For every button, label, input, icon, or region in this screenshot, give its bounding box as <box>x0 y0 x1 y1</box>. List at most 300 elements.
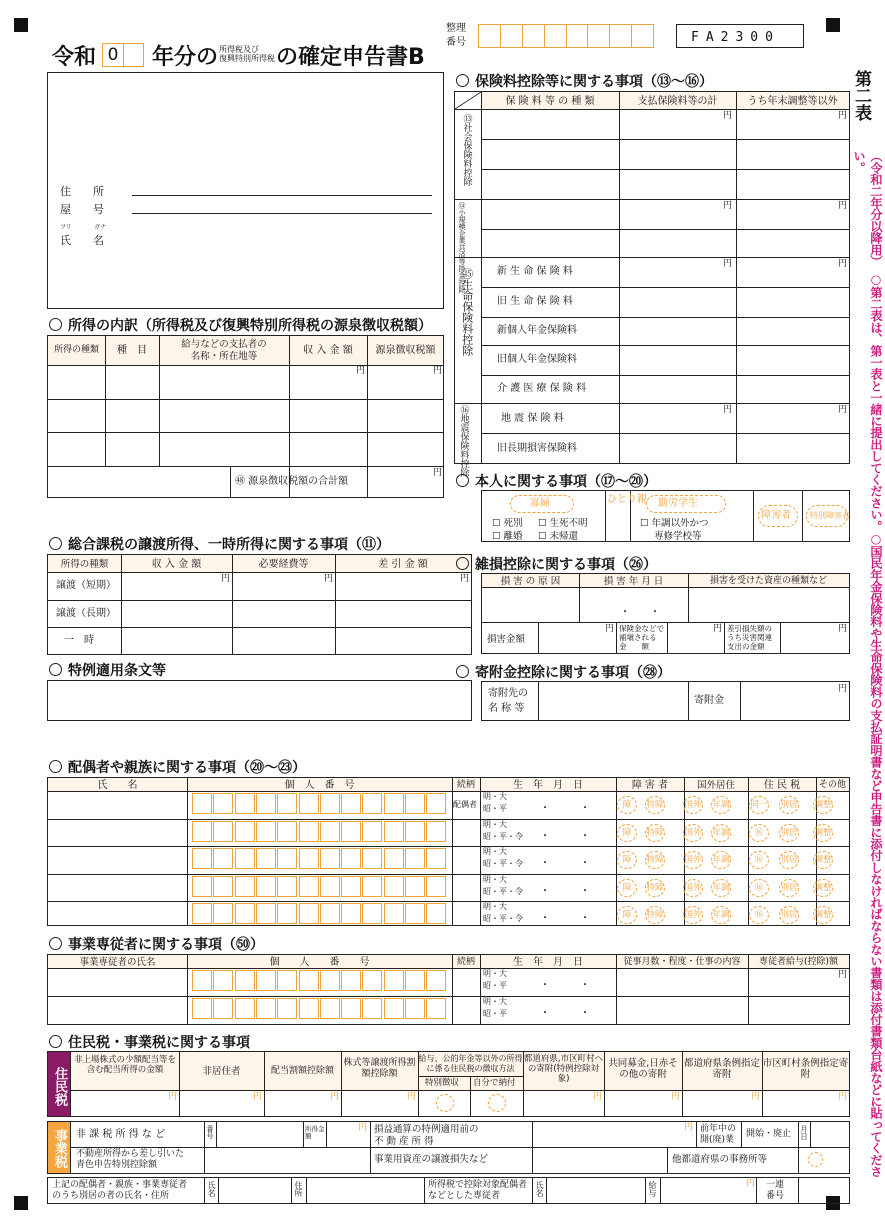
status-stamp-st6[interactable]: ⑯ <box>749 906 769 924</box>
my-number-digit-box[interactable] <box>277 998 297 1019</box>
status-stamp-st5[interactable]: 同一 <box>749 796 769 814</box>
my-number-digit-box[interactable] <box>426 848 446 869</box>
senju-col-name: 事業専従者の氏名 <box>79 957 156 968</box>
my-number-digit-box[interactable] <box>299 903 319 924</box>
yen-label: 円 <box>593 1092 603 1102</box>
my-number-digit-box[interactable] <box>362 821 382 842</box>
sogo-row-short: 譲渡（短期） <box>56 580 116 591</box>
my-number-digit-box[interactable] <box>192 821 212 842</box>
my-number-digit-box[interactable] <box>341 821 361 842</box>
era-label-2: 昭・平・令 <box>483 832 523 841</box>
registration-mark-top-left <box>14 18 28 32</box>
side-note: （令和二年分以降用） ○第二表は、第一表と一緒に提出してください。○国民年金保険料や生命保険料の支払証明書など申告書に添付しなければならない書類は添付書類台紙などに貼ってください。 <box>852 150 883 1178</box>
income-table <box>47 335 444 498</box>
yen-label: 円 <box>671 1092 681 1102</box>
my-number-digit-box[interactable] <box>299 998 319 1019</box>
zasson-hoken-3: 金 額 <box>619 642 649 651</box>
my-number-digit-box[interactable] <box>277 848 297 869</box>
jigyo-fudosan-1: 不動産所得から差し引いた <box>76 1149 185 1159</box>
my-number-digit-box[interactable] <box>256 903 276 924</box>
kifu-section-heading: 寄附金控除に関する事項（㉘） <box>456 662 671 682</box>
my-number-digit-box[interactable] <box>405 903 425 924</box>
tokurei-input[interactable] <box>47 680 472 721</box>
yen-label: 円 <box>713 624 723 634</box>
my-number-digit-box[interactable] <box>256 793 276 814</box>
my-number-digit-box[interactable] <box>213 821 233 842</box>
my-number-digit-box[interactable] <box>362 876 382 897</box>
my-number-digit-box[interactable] <box>256 970 276 991</box>
jigyo-hoka: 他都道府県の事務所等 <box>672 1154 768 1165</box>
my-number-digit-box[interactable] <box>299 793 319 814</box>
era-label-1: 明・大 <box>483 997 507 1006</box>
jigyo-joto: 事業用資産の譲渡損失など <box>374 1154 489 1165</box>
era-label-2: 昭・平 <box>483 1009 507 1018</box>
jigyo-fudosan-2: 青色申告特別控除額 <box>76 1160 158 1170</box>
status-stamp-st7[interactable]: 別居 <box>779 824 799 842</box>
yen-label: 円 <box>723 405 733 415</box>
my-number-digit-box[interactable] <box>362 793 382 814</box>
kifu-name-input[interactable] <box>539 682 688 720</box>
yen-label: 円 <box>723 111 733 121</box>
status-stamp-st2[interactable]: 特障 <box>645 851 665 869</box>
my-number-digit-box[interactable] <box>299 821 319 842</box>
yen-label: 円 <box>460 574 470 584</box>
income-col-amount: 収 入 金 額 <box>303 345 353 356</box>
jigyo-shotoku-label: 所得金額 <box>305 1125 325 1141</box>
senju-col-salary: 専従者給与(控除)額 <box>758 957 839 967</box>
jigyo-zennen: 前年中の <box>700 1124 737 1134</box>
life-row-5: 介 護 医 療 保 険 料 <box>497 383 587 394</box>
status-stamp-st4[interactable]: 年調 <box>711 879 731 897</box>
my-number-digit-box[interactable] <box>277 970 297 991</box>
seiri-bango-input[interactable] <box>478 24 654 48</box>
zasson-section-heading: 雑損控除に関する事項（㉖） <box>456 554 657 574</box>
check-seishi[interactable]: ☐ 生死不明 <box>538 518 588 529</box>
income-col-item: 種 目 <box>117 345 147 356</box>
registration-mark-top-right <box>826 18 840 32</box>
senju-row-name-input[interactable] <box>48 967 186 993</box>
bottom-shi2: 氏名 <box>535 1181 544 1197</box>
birth-dots: ・ ・ <box>540 803 590 814</box>
honnin-table <box>481 490 850 542</box>
jigyo-sonshitsu-1: 損益通算の特例適用前の <box>374 1124 479 1135</box>
my-number-digit-box[interactable] <box>362 998 382 1019</box>
jumin-col-hikyoju: 非居住者 <box>202 1066 241 1077</box>
title-nen: 年分の <box>152 44 219 70</box>
my-number-digit-box[interactable] <box>384 793 404 814</box>
jumin-tokubetsu: 特別徴収 <box>425 1078 460 1088</box>
my-number-digit-box[interactable] <box>405 876 425 897</box>
sogo-row-long: 譲渡（長期） <box>56 608 116 619</box>
kifu-table <box>481 681 850 721</box>
my-number-digit-box[interactable] <box>192 876 212 897</box>
my-number-digit-box[interactable] <box>341 970 361 991</box>
haigu-section-heading: 配偶者や親族に関する事項（⑳〜㉓） <box>49 757 306 777</box>
yen-label: 円 <box>221 574 231 584</box>
hoken-col-other: うち年末調整等以外 <box>747 96 838 107</box>
birth-dots: ・ ・ <box>540 1008 590 1019</box>
status-stamp-st8[interactable]: 調整 <box>813 824 833 842</box>
my-number-digit-box[interactable] <box>362 903 382 924</box>
label-jusho: 住 所 <box>60 185 104 198</box>
my-number-digit-box[interactable] <box>341 876 361 897</box>
label-shimei: 氏 名 <box>60 234 104 247</box>
income-total-text: ㊽ 源泉徴収税額の合計額 <box>235 476 349 487</box>
haigu-row-name-input[interactable] <box>48 900 186 926</box>
yago-input[interactable] <box>132 197 432 213</box>
status-stamp-st3[interactable]: 国外 <box>683 824 703 842</box>
era-label-2: 昭・平 <box>483 981 507 990</box>
status-stamp-st3[interactable]: 国外 <box>683 796 703 814</box>
yen-label: 円 <box>433 366 443 376</box>
check-nencho[interactable]: ☐ 年調以外かつ <box>640 518 709 529</box>
hoken-section-heading: 保険料控除等に関する事項（⑬〜⑯） <box>456 71 713 91</box>
status-stamp-st7[interactable]: 別居 <box>779 879 799 897</box>
my-number-digit-box[interactable] <box>320 970 340 991</box>
jumin-tag: 住民税 <box>48 1052 70 1116</box>
my-number-digit-box[interactable] <box>426 970 446 991</box>
senju-col-birth: 生 年 月 日 <box>513 957 583 968</box>
status-stamp-st6[interactable]: ⑯ <box>749 851 769 869</box>
my-number-digit-box[interactable] <box>235 848 255 869</box>
status-stamp-st8[interactable]: 調整 <box>813 851 833 869</box>
my-number-digit-box[interactable] <box>341 998 361 1019</box>
status-stamp-st3[interactable]: 国外 <box>683 879 703 897</box>
yen-label: 円 <box>838 684 848 694</box>
hitori-oya-label[interactable]: ひとり親 <box>607 494 647 505</box>
sogo-input-short[interactable] <box>122 573 471 600</box>
birth-dots: ・ ・ <box>540 858 590 869</box>
my-number-digit-box[interactable] <box>256 998 276 1019</box>
yen-label: 円 <box>838 405 848 415</box>
senju-col-work: 従事月数・程度・仕事の内容 <box>623 957 741 967</box>
status-stamp-st1[interactable]: 障 <box>617 796 637 814</box>
status-stamp-st2[interactable]: 特障 <box>645 879 665 897</box>
seiri-label-2: 番号 <box>446 37 466 48</box>
my-number-digit-box[interactable] <box>320 903 340 924</box>
my-number-digit-box[interactable] <box>192 903 212 924</box>
my-number-digit-box[interactable] <box>235 970 255 991</box>
jumin-col-haitowari: 配当割額控除額 <box>270 1066 334 1076</box>
my-number-digit-box[interactable] <box>277 793 297 814</box>
life-row-1: 新 生 命 保 険 料 <box>497 266 573 277</box>
my-number-digit-box[interactable] <box>320 848 340 869</box>
jumin-col-kyodo: 共同募金,日赤その他の寄附 <box>608 1058 678 1081</box>
year-input[interactable]: 0 <box>102 43 124 67</box>
income-row-1[interactable] <box>48 366 443 399</box>
era-label-1: 明・大 <box>483 847 507 856</box>
zasson-amt-label: 損害金額 <box>487 634 526 645</box>
jumin-jibun: 自分で納付 <box>473 1078 516 1088</box>
zasson-hoken-1: 保険金などで <box>619 624 664 633</box>
hoken-table <box>454 91 850 477</box>
zasson-sashi-3: 支出の金額 <box>727 642 765 651</box>
my-number-digit-box[interactable] <box>405 793 425 814</box>
my-number-digit-box[interactable] <box>384 998 404 1019</box>
yen-label: 円 <box>356 366 366 376</box>
yen-label: 円 <box>723 259 733 269</box>
haigu-row-name-input[interactable] <box>48 873 186 899</box>
my-number-digit-box[interactable] <box>192 998 212 1019</box>
bottom-jusho: 住所 <box>294 1181 303 1197</box>
kifu-label-2: 名 称 等 <box>488 703 525 714</box>
my-number-digit-box[interactable] <box>341 793 361 814</box>
jumin-table <box>47 1051 850 1117</box>
zasson-input[interactable] <box>482 588 849 622</box>
era-label-1: 明・大 <box>483 969 507 978</box>
status-stamp-st2[interactable]: 特障 <box>645 906 665 924</box>
yen-label: 円 <box>723 201 733 211</box>
jumin-col-choshu: 給与、公的年金等以外の所得に係る住民税の徴収方法 <box>418 1054 523 1073</box>
jigyo-kaishi: 開始・廃止 <box>746 1129 792 1139</box>
status-stamp-st2[interactable]: 特障 <box>645 796 665 814</box>
jigyo-table <box>47 1121 850 1174</box>
sogo-col-net: 差 引 金 額 <box>378 559 428 570</box>
status-stamp-st3[interactable]: 国外 <box>683 851 703 869</box>
my-number-digit-box[interactable] <box>426 793 446 814</box>
status-stamp-st7[interactable]: 別居 <box>779 851 799 869</box>
registration-mark-bottom-left <box>14 1196 28 1210</box>
bottom-address-input[interactable] <box>307 1178 424 1203</box>
jigyo-input-row[interactable] <box>217 1122 370 1147</box>
my-number-digit-box[interactable] <box>320 876 340 897</box>
title-small2: 復興特別所得税 <box>219 54 276 63</box>
jumin-input-row[interactable] <box>71 1091 418 1116</box>
hoken-group-14: ⑭小規模企業共済等掛金控除 <box>458 202 466 293</box>
status-stamp-st1[interactable]: 障 <box>617 879 637 897</box>
seiri-bango-label-box <box>443 22 477 52</box>
senshu-label: 専修学校等 <box>654 531 702 542</box>
jigyo-tag: 事業税 <box>48 1122 70 1173</box>
my-number-digit-box[interactable] <box>256 848 276 869</box>
my-number-digit-box[interactable] <box>320 998 340 1019</box>
jumin-col-shikuchoson: 市区町村条例指定寄附 <box>762 1058 849 1081</box>
sogo-input-ichiji[interactable] <box>122 628 471 655</box>
jibun-nofu-stamp[interactable] <box>488 1094 506 1112</box>
my-number-digit-box[interactable] <box>384 821 404 842</box>
my-number-digit-box[interactable] <box>405 821 425 842</box>
label-furi: フリ <box>60 224 72 231</box>
status-stamp-st8[interactable]: 調整 <box>813 879 833 897</box>
zasson-sashi-2: うち災害関連 <box>727 633 772 642</box>
jigyo-hoka-stamp[interactable] <box>808 1152 823 1167</box>
life-row-2: 旧 生 命 保 険 料 <box>497 296 573 307</box>
hoken-group-15: ⑮生命保険料控除 <box>460 268 474 356</box>
status-stamp-st4[interactable]: 年調 <box>711 851 731 869</box>
my-number-digit-box[interactable] <box>426 876 446 897</box>
yen-label: 円 <box>751 1092 761 1102</box>
tokubetsu-label: 特別障害者 <box>810 511 850 520</box>
my-number-digit-box[interactable] <box>213 848 233 869</box>
my-number-digit-box[interactable] <box>235 998 255 1019</box>
era-label-1: 明・大 <box>483 820 507 829</box>
income-row-2[interactable] <box>48 400 443 432</box>
my-number-digit-box[interactable] <box>235 821 255 842</box>
yen-label: 円 <box>324 574 334 584</box>
status-stamp-st4[interactable]: 年調 <box>711 796 731 814</box>
title-small1: 所得税及び <box>219 45 260 55</box>
my-number-digit-box[interactable] <box>235 793 255 814</box>
hoken-group-16: ⑯地震保険料控除 <box>458 405 469 477</box>
address-input[interactable] <box>132 173 432 195</box>
birth-dots: ・ ・ <box>540 831 590 842</box>
hoken-group-13: ⑬社会保険料控除 <box>461 114 472 186</box>
my-number-digit-box[interactable] <box>277 903 297 924</box>
status-stamp-st4[interactable]: 年調 <box>711 906 731 924</box>
jumin-col-kifu: 都道府県,市区町村への寄附(特例控除対象) <box>523 1054 604 1085</box>
my-number-digit-box[interactable] <box>426 903 446 924</box>
zasson-sashi-1: 差引損失額の <box>727 624 772 633</box>
my-number-digit-box[interactable] <box>426 998 446 1019</box>
my-number-digit-box[interactable] <box>235 903 255 924</box>
shogaisha-label: 障害者 <box>761 510 791 521</box>
check-mikikan[interactable]: ☐ 未帰還 <box>538 531 579 542</box>
haigu-row-name-input[interactable] <box>48 818 186 844</box>
check-shibetsu[interactable]: ☐ 死別 <box>492 518 523 529</box>
zasson-col-date: 損 害 年 月 日 <box>603 576 664 587</box>
my-number-digit-box[interactable] <box>405 970 425 991</box>
status-stamp-st3[interactable]: 国外 <box>683 906 703 924</box>
income-col-payer-2: 名称・所在地等 <box>190 351 258 362</box>
zasson-hoken-2: 補塡される <box>619 633 657 642</box>
my-number-digit-box[interactable] <box>213 970 233 991</box>
bottom-label-1: 上記の配偶者・親族・事業専従者 <box>52 1180 188 1190</box>
hoken-col-type: 保 険 料 等 の 種 類 <box>505 96 595 107</box>
my-number-digit-box[interactable] <box>384 903 404 924</box>
kifu-amount-input[interactable] <box>741 682 849 720</box>
my-number-digit-box[interactable] <box>213 903 233 924</box>
yen-label: 円 <box>838 259 848 269</box>
senju-col-zokugara: 続柄 <box>456 957 475 967</box>
zasson-table: 損 害 の 原 因 損 害 年 月 日 損害を受けた資産の種類など ・ ・ 損害金額 保険金などで 補塡される 金 額 差引損失額の うち災害関連 支出の金額 円 円 円 <box>481 573 850 654</box>
era-label-2: 昭・平・令 <box>483 859 523 868</box>
status-stamp-st6[interactable]: ⑯ <box>749 824 769 842</box>
sogo-input-long[interactable] <box>122 601 471 627</box>
yen-label: 円 <box>168 1092 178 1102</box>
seiri-label-1: 整理 <box>446 23 466 34</box>
sogo-row-ichiji: 一 時 <box>64 635 94 646</box>
my-number-digit-box[interactable] <box>320 821 340 842</box>
my-number-digit-box[interactable] <box>192 793 212 814</box>
my-number-digit-box[interactable] <box>192 970 212 991</box>
sogo-col-type: 所得の種類 <box>60 559 109 570</box>
kinro-label: 勤労学生 <box>658 498 698 509</box>
my-number-digit-box[interactable] <box>320 793 340 814</box>
birth-dots: ・ ・ <box>540 980 590 991</box>
income-col-tax: 源泉徴収税額 <box>375 345 436 356</box>
my-number-digit-box[interactable] <box>277 876 297 897</box>
hoken-col-total: 支払保険料等の計 <box>637 96 718 107</box>
my-number-digit-box[interactable] <box>299 970 319 991</box>
status-stamp-st8[interactable]: 調整 <box>813 796 833 814</box>
my-number-digit-box[interactable] <box>426 821 446 842</box>
honnin-section-heading: 本人に関する事項（⑰〜⑳） <box>456 471 657 491</box>
side-title: 第二表 <box>851 70 871 121</box>
my-number-digit-box[interactable] <box>235 876 255 897</box>
jigyo-hika-label: 非 課 税 所 得 な ど <box>76 1129 166 1140</box>
my-number-digit-box[interactable] <box>213 876 233 897</box>
haigu-col-sonota: その他 <box>818 780 846 790</box>
my-number-digit-box[interactable] <box>384 970 404 991</box>
my-number-digit-box[interactable] <box>213 998 233 1019</box>
senju-col-number: 個 人 番 号 <box>269 957 370 968</box>
jigyo-tsuki: 月日 <box>799 1125 809 1140</box>
my-number-digit-box[interactable] <box>277 821 297 842</box>
quake-row-2: 旧長期損害保険料 <box>497 443 577 454</box>
haigu-row-name-input[interactable] <box>48 845 186 871</box>
my-number-digit-box[interactable] <box>362 970 382 991</box>
my-number-digit-box[interactable] <box>192 848 212 869</box>
zasson-col-asset: 損害を受けた資産の種類など <box>709 576 827 586</box>
title-reiwa: 令和 <box>52 44 97 70</box>
year-input-blank[interactable] <box>124 43 144 67</box>
status-stamp-st8[interactable]: 調整 <box>813 906 833 924</box>
my-number-digit-box[interactable] <box>299 848 319 869</box>
tokubetsu-choshu-stamp[interactable] <box>436 1094 454 1112</box>
haigu-col-jumin: 住 民 税 <box>763 780 801 791</box>
title-suffix: の確定申告書B <box>276 44 425 70</box>
income-total-label <box>230 466 368 498</box>
my-number-digit-box[interactable] <box>341 848 361 869</box>
senju-row-name-input[interactable] <box>48 995 186 1021</box>
status-stamp-st1[interactable]: 障 <box>617 824 637 842</box>
yen-label: 円 <box>838 111 848 121</box>
name-input[interactable] <box>132 218 432 246</box>
bottom-kyuyo: 給与 <box>648 1181 657 1197</box>
my-number-digit-box[interactable] <box>256 821 276 842</box>
my-number-digit-box[interactable] <box>213 793 233 814</box>
yen-label: 円 <box>746 1179 756 1189</box>
my-number-digit-box[interactable] <box>256 876 276 897</box>
my-number-digit-box[interactable] <box>362 848 382 869</box>
income-total-input[interactable] <box>368 467 443 498</box>
zasson-col-cause: 損 害 の 原 因 <box>500 576 561 587</box>
my-number-digit-box[interactable] <box>299 876 319 897</box>
haigusha-label: 配偶者 <box>453 800 477 809</box>
jumin-col-todofuken: 都道府県条例指定寄附 <box>683 1058 760 1081</box>
status-stamp-st1[interactable]: 障 <box>617 851 637 869</box>
bottom-shi: 氏名 <box>207 1181 216 1197</box>
my-number-digit-box[interactable] <box>405 998 425 1019</box>
jumin-section-heading: 住民税・事業税に関する事項 <box>49 1032 250 1052</box>
my-number-digit-box[interactable] <box>405 848 425 869</box>
form-code-box <box>676 24 804 48</box>
status-stamp-st7[interactable]: 別居 <box>779 796 799 814</box>
status-stamp-st1[interactable]: 障 <box>617 906 637 924</box>
haigu-row-name-input[interactable] <box>48 790 186 816</box>
hoken-input-area[interactable] <box>620 110 849 463</box>
status-stamp-st7[interactable]: 別居 <box>779 906 799 924</box>
check-rikon[interactable]: ☐ 離婚 <box>492 531 523 542</box>
income-row-3[interactable] <box>48 433 443 466</box>
jigyo-bango-label: 番号 <box>206 1125 214 1139</box>
haigu-col-number: 個 人 番 号 <box>284 780 355 791</box>
status-stamp-st2[interactable]: 特障 <box>645 824 665 842</box>
bottom-label-2: のうち別居の者の氏名・住所 <box>52 1191 170 1201</box>
yen-label: 円 <box>433 468 443 478</box>
birth-dots: ・ ・ <box>540 913 590 924</box>
bottom-name-input[interactable] <box>219 1178 291 1203</box>
era-label-1: 明・大 <box>483 792 507 801</box>
my-number-digit-box[interactable] <box>384 848 404 869</box>
my-number-digit-box[interactable] <box>341 903 361 924</box>
bottom-t1: 所得税で控除対象配偶者 <box>428 1180 528 1190</box>
quake-row-1: 地 震 保 険 料 <box>501 413 564 424</box>
status-stamp-st6[interactable]: ⑯ <box>749 879 769 897</box>
my-number-digit-box[interactable] <box>384 876 404 897</box>
senju-section-heading: 事業専従者に関する事項（㊿） <box>49 934 264 954</box>
status-stamp-st4[interactable]: 年調 <box>711 824 731 842</box>
